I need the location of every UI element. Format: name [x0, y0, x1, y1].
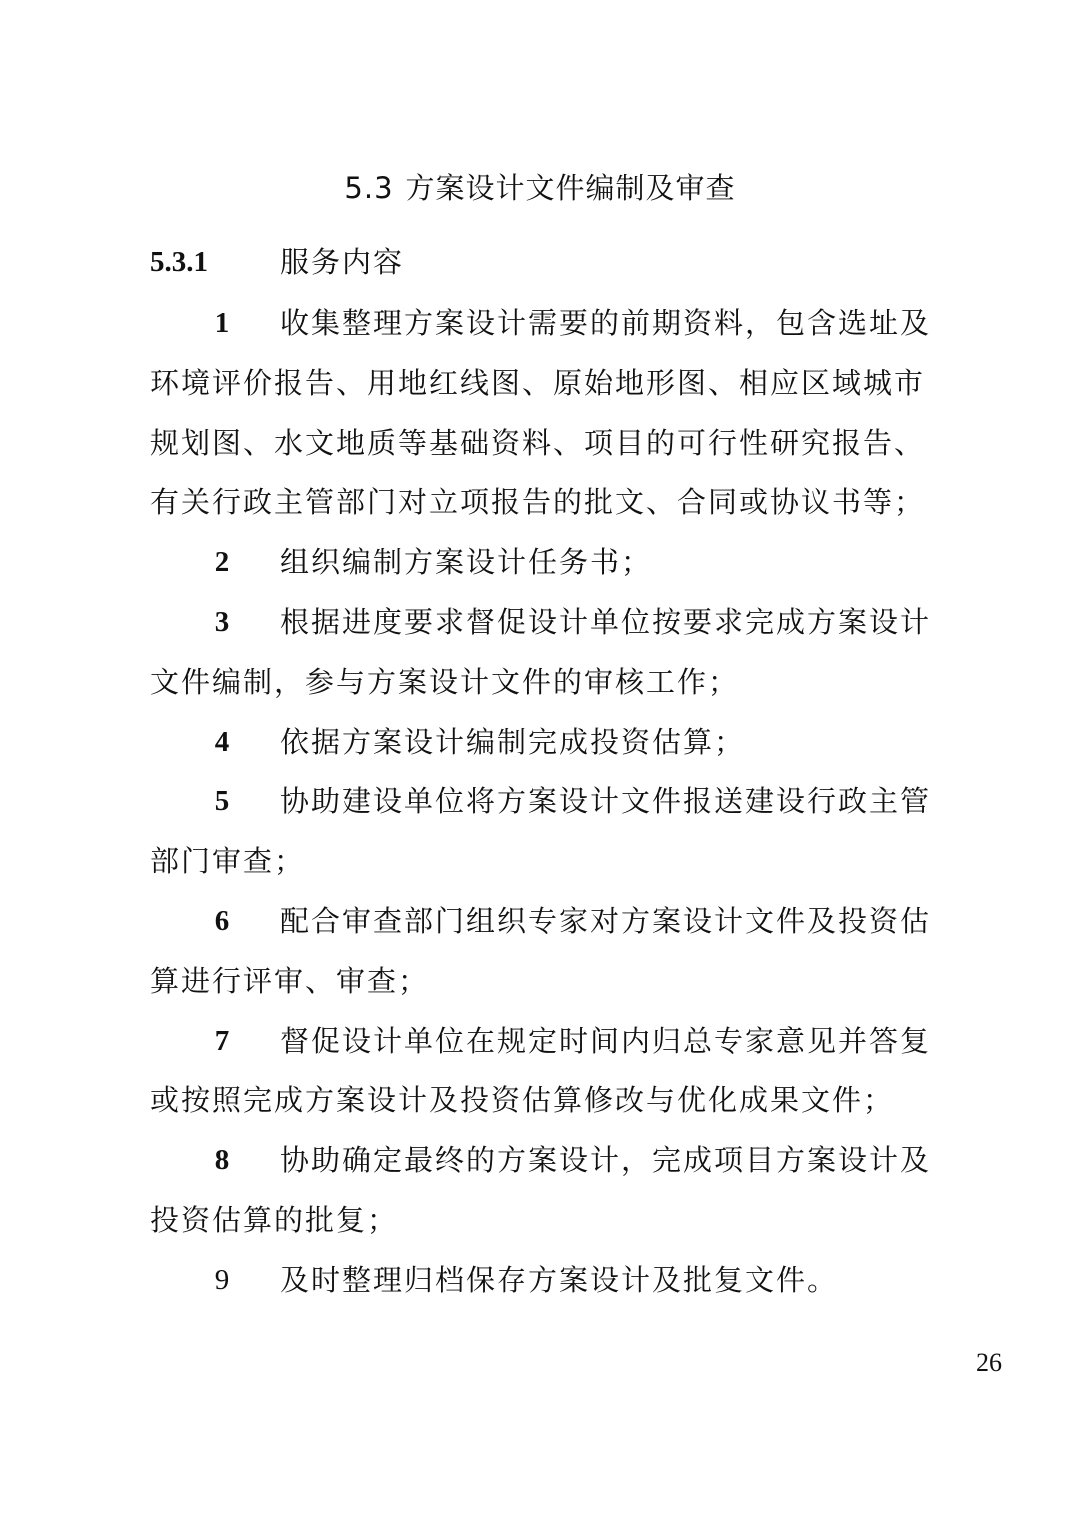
item-number-7: 7 — [214, 1025, 230, 1057]
item-number-5: 5 — [214, 785, 230, 817]
page-number: 26 — [976, 1348, 1002, 1377]
item-8-line-2: 投资估算的批复； — [150, 1203, 399, 1237]
subsection-number: 5.3.1 — [150, 246, 208, 278]
section-heading-text: 方案设计文件编制及审查 — [405, 171, 736, 205]
subsection-title: 服务内容 — [280, 245, 405, 279]
item-1-line-1: 收集整理方案设计需要的前期资料，包含选址及 — [280, 306, 932, 340]
section-heading — [0, 166, 1080, 207]
item-number-1: 1 — [214, 307, 230, 339]
item-number-6: 6 — [214, 905, 230, 937]
item-number-9: 9 — [214, 1264, 230, 1296]
item-3-line-1: 根据进度要求督促设计单位按要求完成方案设计 — [280, 605, 932, 639]
item-7-line-2: 或按照完成方案设计及投资估算修改与优化成果文件； — [150, 1083, 895, 1117]
item-number-3: 3 — [214, 606, 230, 638]
item-5-line-1: 协助建设单位将方案设计文件报送建设行政主管 — [280, 784, 932, 818]
item-5-line-2: 部门审查； — [150, 844, 306, 878]
item-1-line-2: 环境评价报告、用地红线图、原始地形图、相应区域城市 — [150, 366, 926, 400]
item-9-line-1: 及时整理归档保存方案设计及批复文件。 — [280, 1263, 839, 1297]
item-3-line-2: 文件编制，参与方案设计文件的审核工作； — [150, 665, 740, 699]
item-6-line-1: 配合审查部门组织专家对方案设计文件及投资估 — [280, 904, 932, 938]
item-number-4: 4 — [214, 726, 230, 758]
item-2-line-1: 组织编制方案设计任务书； — [280, 545, 653, 579]
item-1-line-3: 规划图、水文地质等基础资料、项目的可行性研究报告、 — [150, 426, 926, 460]
item-number-8: 8 — [214, 1144, 230, 1176]
item-4-line-1: 依据方案设计编制完成投资估算； — [280, 725, 746, 759]
item-6-line-2: 算进行评审、审查； — [150, 964, 430, 998]
section-heading-number: 5.3 — [344, 171, 394, 205]
item-7-line-1: 督促设计单位在规定时间内归总专家意见并答复 — [280, 1024, 932, 1058]
item-1-line-4: 有关行政主管部门对立项报告的批文、合同或协议书等； — [150, 485, 926, 519]
item-number-2: 2 — [214, 546, 230, 578]
item-8-line-1: 协助确定最终的方案设计，完成项目方案设计及 — [280, 1143, 932, 1177]
